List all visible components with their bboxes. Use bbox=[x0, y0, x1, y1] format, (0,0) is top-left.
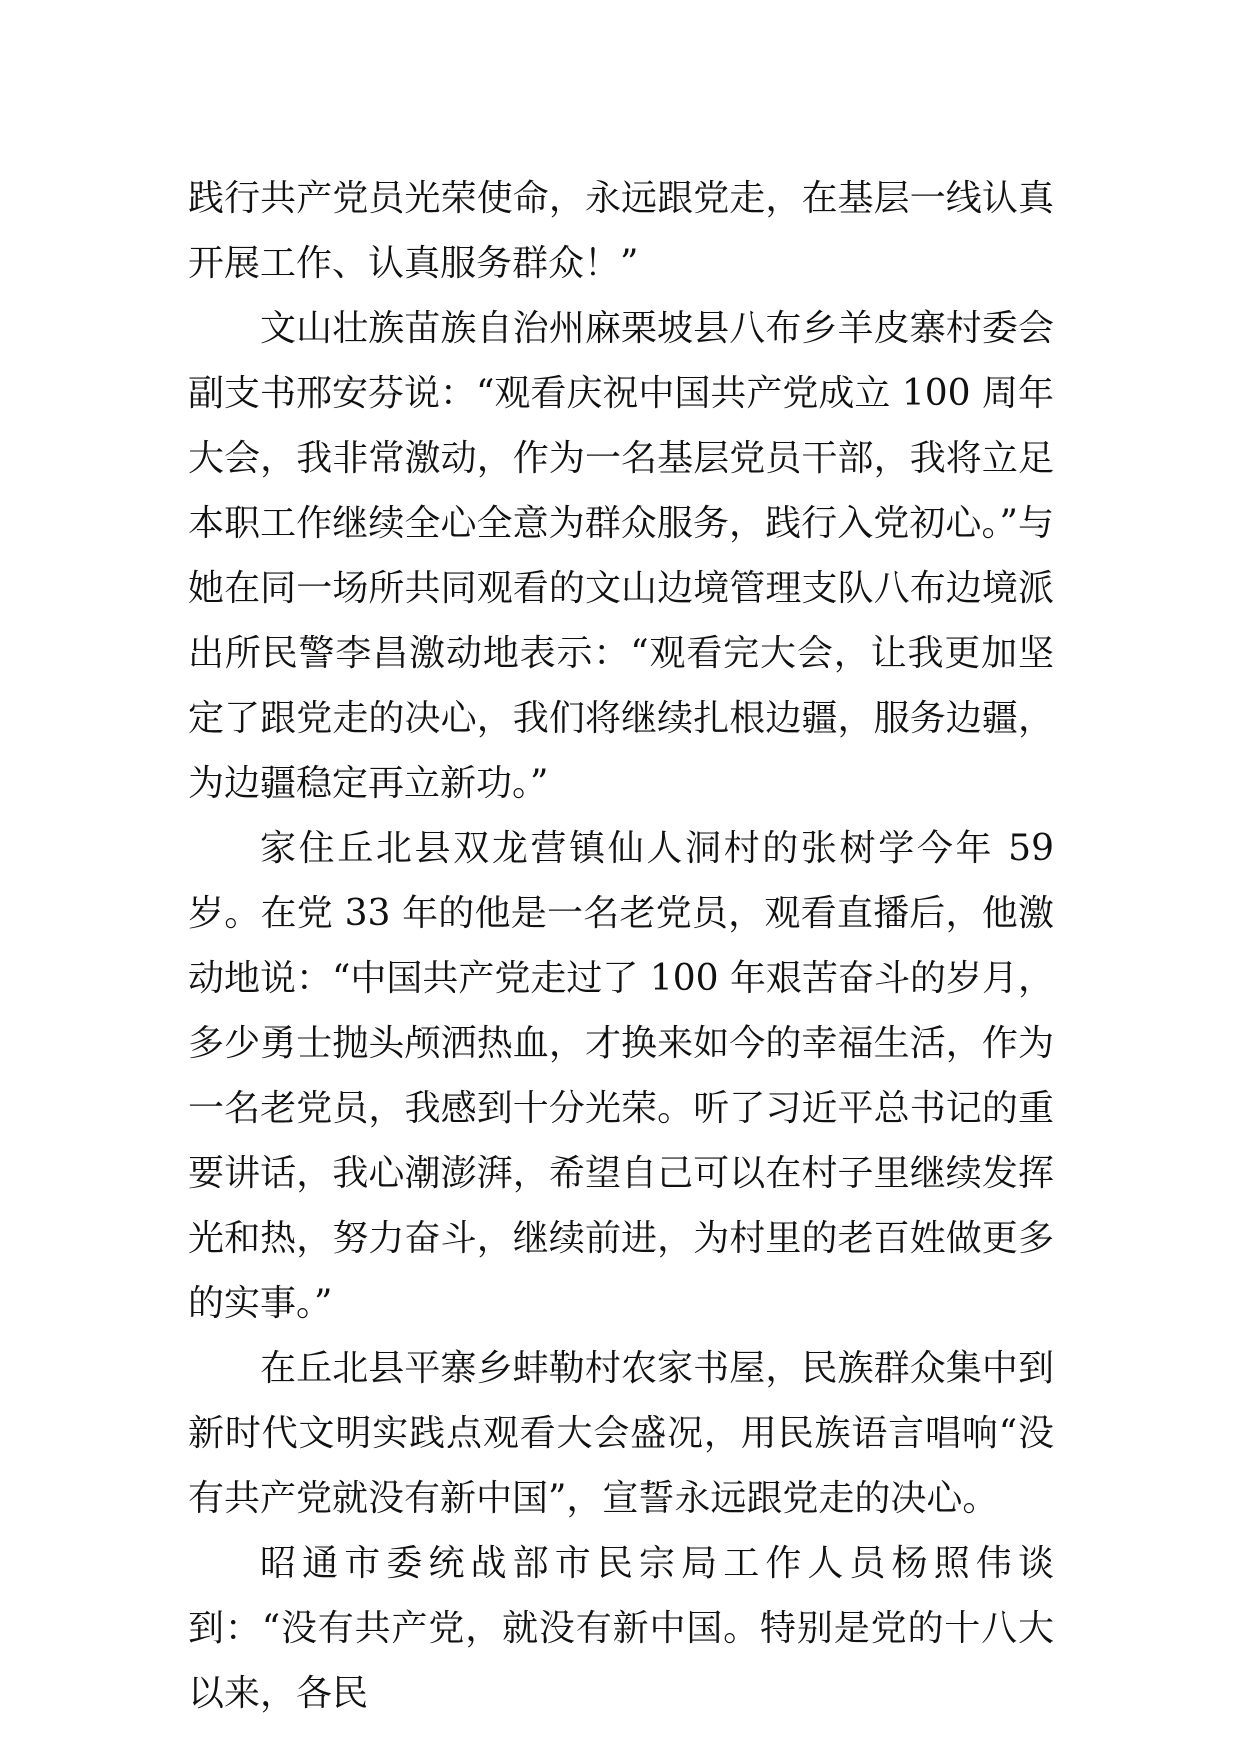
paragraph-5: 昭通市委统战部市民宗局工作人员杨照伟谈到：“没有共产党，就没有新中国。特别是党的十八大以来，各民 bbox=[188, 1543, 1054, 1714]
paragraph-1: 践行共产党员光荣使命，永远跟党走，在基层一线认真开展工作、认真服务群众！” bbox=[188, 178, 1054, 284]
paragraph-2: 文山壮族苗族自治州麻栗坡县八布乡羊皮寨村委会副支书邢安芬说：“观看庆祝中国共产党成立 100 周年大会，我非常激动，作为一名基层党员干部，我将立足本职工作继续全心全意为群众服务，践行入党初心。”与她在同一场所共同观看的文山边境管理支队八布边境派出所民警李昌激动地表示：“观看完大会，让我更加坚定了跟党走的决心，我们将继续扎根边疆，服务边疆，为边疆稳定再立新功。” bbox=[188, 308, 1055, 804]
paragraph-3: 家住丘北县双龙营镇仙人洞村的张树学今年 59 岁。在党 33 年的他是一名老党员，观看直播后，他激动地说：“中国共产党走过了 100 年艰苦奋斗的岁月，多少勇士抛头颅洒热血，才换来如今的幸福生活，作为一名老党员，我感到十分光荣。听了习近平总书记的重要讲话，我心潮澎湃，希望自己可以在村子里继续发挥光和热，努力奋斗，继续前进，为村里的老百姓做更多的实事。” bbox=[188, 828, 1055, 1324]
article-body bbox=[188, 166, 1054, 1726]
paragraph-4: 在丘北县平寨乡蚌勒村农家书屋，民族群众集中到新时代文明实践点观看大会盛况，用民族语言唱响“没有共产党就没有新中国”，宣誓永远跟党走的决心。 bbox=[188, 1348, 1054, 1519]
